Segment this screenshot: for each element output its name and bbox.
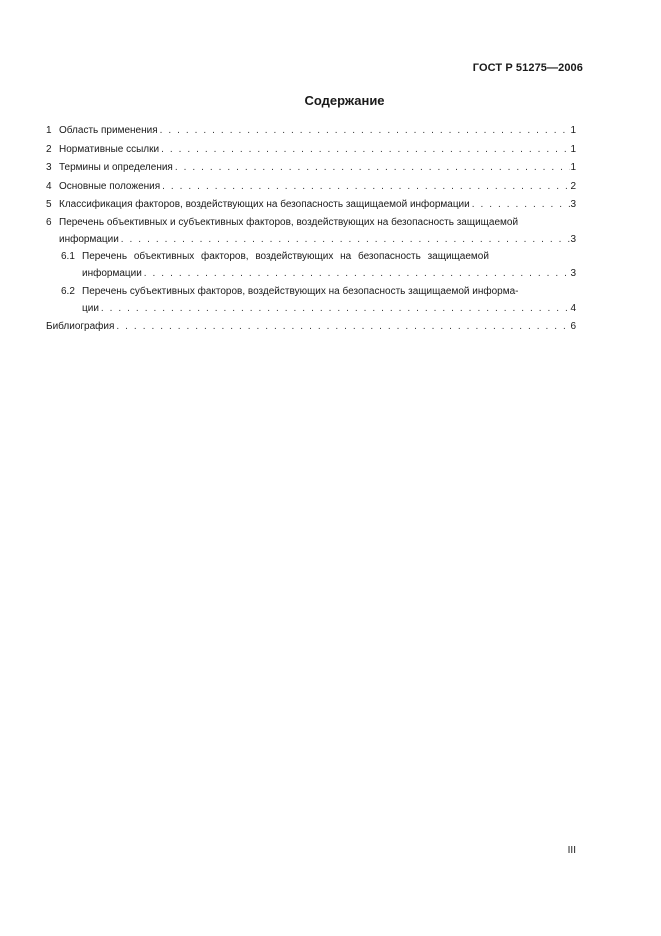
toc-entry-page: 3	[570, 268, 576, 279]
toc-entry-text: Библиография	[46, 321, 115, 332]
toc-entry-number: 2	[46, 143, 52, 155]
toc-entry-6-1[interactable]	[46, 249, 576, 284]
toc-entry-text: Перечень субъективных факторов, воздействующих на безопасность защищаемой информа-	[82, 285, 519, 297]
page-number: III	[567, 845, 576, 856]
toc-entry-page: 3	[570, 199, 576, 210]
toc-leader-dots	[160, 178, 570, 197]
toc-entry-number: 6	[46, 216, 52, 228]
toc-entry-number: 3	[46, 162, 52, 173]
toc-entry-number: 5	[46, 199, 52, 210]
document-code: ГОСТ Р 51275—2006	[472, 62, 583, 74]
toc-entry-3[interactable]	[46, 159, 576, 178]
toc-entry-text-continued: информации	[82, 268, 142, 279]
toc-entry-4[interactable]	[46, 178, 576, 197]
toc-entry-page: 4	[570, 302, 576, 314]
toc-entry-1[interactable]	[46, 122, 576, 141]
toc-entry-page: 2	[570, 180, 576, 192]
toc-leader-dots	[142, 265, 571, 284]
toc-entry-text: Термины и определения	[59, 162, 173, 173]
toc-entry-text: Основные положения	[59, 180, 161, 192]
toc-leader-dots	[173, 159, 571, 178]
toc-entry-page: 1	[570, 125, 576, 136]
toc-leader-dots	[119, 231, 571, 250]
toc-entry-page: 1	[570, 162, 576, 173]
toc-entry-text: Нормативные ссылки	[59, 143, 160, 155]
table-of-contents	[46, 122, 576, 337]
toc-entry-number: 6.1	[61, 251, 75, 262]
toc-entry-6-2[interactable]	[46, 284, 576, 319]
toc-entry-text: Перечень объективных факторов, воздействующих на безопасность защищаемой	[82, 251, 489, 262]
toc-entry-page: 1	[570, 143, 576, 155]
toc-title: Содержание	[304, 93, 385, 108]
toc-entry-bibliography[interactable]	[46, 318, 576, 337]
toc-entry-5[interactable]	[46, 196, 576, 215]
toc-entry-text: Перечень объективных и субъективных факторов, воздействующих на безопасность защищаемой	[59, 216, 519, 228]
toc-leader-dots	[114, 318, 570, 337]
toc-leader-dots	[470, 196, 571, 215]
toc-leader-dots	[159, 141, 570, 160]
toc-entry-text: Классификация факторов, воздействующих на безопасность защищаемой информации	[59, 199, 470, 210]
toc-entry-number: 6.2	[61, 285, 75, 297]
toc-entry-number: 1	[46, 125, 52, 136]
toc-entry-2[interactable]	[46, 141, 576, 160]
toc-entry-6[interactable]	[46, 215, 576, 250]
toc-entry-page: 6	[570, 321, 576, 332]
toc-entry-text-continued: ции	[82, 302, 99, 314]
toc-leader-dots	[158, 122, 571, 141]
toc-leader-dots	[99, 300, 571, 319]
toc-entry-page: 3	[570, 233, 576, 245]
toc-entry-number: 4	[46, 180, 52, 192]
toc-entry-text-continued: информации	[59, 233, 119, 245]
toc-entry-text: Область применения	[59, 125, 158, 136]
